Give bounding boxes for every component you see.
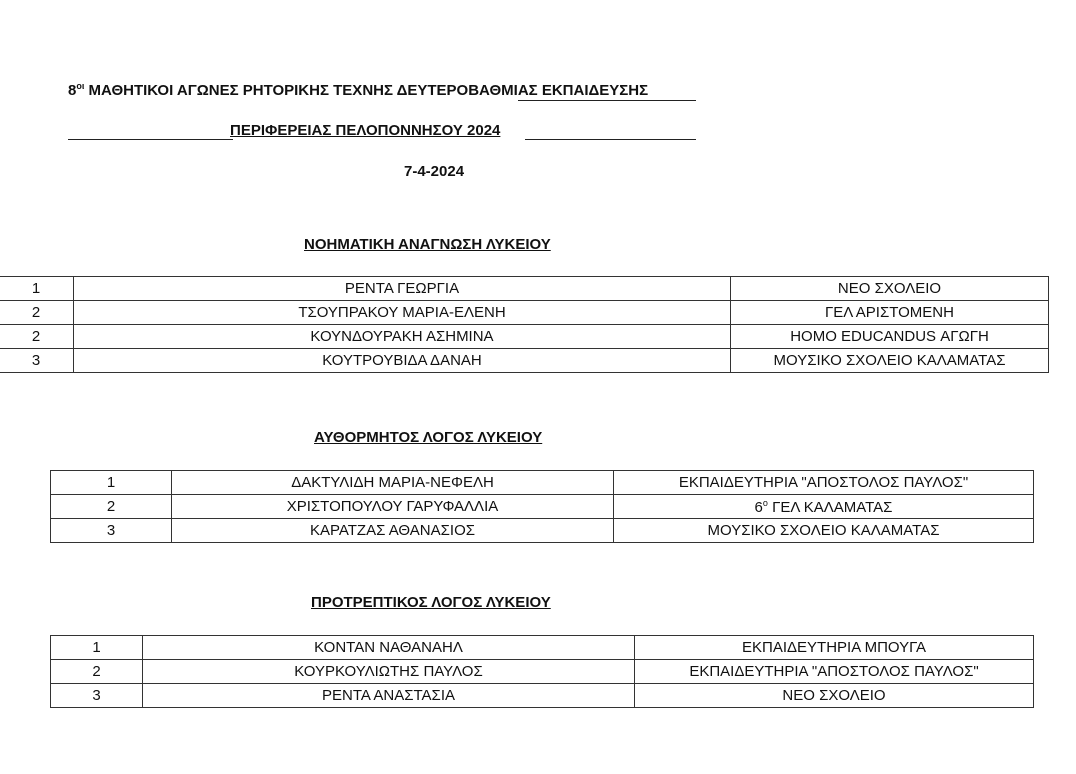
title-underline-rule (518, 100, 696, 101)
title-text: ΜΑΘΗΤΙΚΟΙ ΑΓΩΝΕΣ ΡΗΤΟΡΙΚΗΣ ΤΕΧΝΗΣ ΔΕΥΤΕΡΟΒΑΘΜΙΑΣ ΕΚΠΑΙΔΕΥΣΗΣ (88, 82, 649, 99)
table-row (51, 471, 1034, 495)
table-row (51, 636, 1034, 660)
table-row (0, 325, 1049, 349)
region-underline-left (68, 139, 233, 140)
rank-cell: 2 (51, 660, 143, 684)
table-row (51, 684, 1034, 708)
school-ordinal-suffix: ο (762, 497, 768, 508)
table-row (0, 349, 1049, 373)
rank-cell: 1 (51, 636, 143, 660)
school-name: ΓΕΛ ΚΑΛΑΜΑΤΑΣ (772, 498, 893, 516)
region-title: ΠΕΡΙΦΕΡΕΙΑΣ ΠΕΛΟΠΟΝΝΗΣΟΥ 2024 (230, 122, 501, 139)
student-name-cell: ΡΕΝΤΑ ΑΝΑΣΤΑΣΙΑ (143, 684, 635, 708)
region-underline-right (525, 139, 696, 140)
section-title: ΝΟΗΜΑΤΙΚΗ ΑΝΑΓΝΩΣΗ ΛΥΚΕΙΟΥ (304, 236, 551, 253)
school-cell: ΓΕΛ ΑΡΙΣΤΟΜΕΝΗ (731, 301, 1049, 325)
rank-cell: 3 (0, 349, 74, 373)
section-title: ΑΥΘΟΡΜΗΤΟΣ ΛΟΓΟΣ ΛΥΚΕΙΟΥ (314, 429, 543, 446)
student-name-cell: ΚΟΥΡΚΟΥΛΙΩΤΗΣ ΠΑΥΛΟΣ (143, 660, 635, 684)
student-name-cell: ΚΟΥΝΔΟΥΡΑΚΗ ΑΣΗΜΙΝΑ (74, 325, 731, 349)
school-cell: ΜΟΥΣΙΚΟ ΣΧΟΛΕΙΟ ΚΑΛΑΜΑΤΑΣ (614, 519, 1034, 543)
student-name-cell: ΔΑΚΤΥΛΙΔΗ ΜΑΡΙΑ-ΝΕΦΕΛΗ (172, 471, 614, 495)
rank-cell: 1 (0, 277, 74, 301)
section-title: ΠΡΟΤΡΕΠΤΙΚΟΣ ΛΟΓΟΣ ΛΥΚΕΙΟΥ (311, 594, 551, 611)
rank-cell: 3 (51, 684, 143, 708)
rank-cell: 1 (51, 471, 172, 495)
student-name-cell: ΧΡΙΣΤΟΠΟΥΛΟΥ ΓΑΡΥΦΑΛΛΙΑ (172, 495, 614, 519)
school-cell: ΕΚΠΑΙΔΕΥΤΗΡΙΑ "ΑΠΟΣΤΟΛΟΣ ΠΑΥΛΟΣ" (635, 660, 1034, 684)
results-table-noimatiki-anagnosi (0, 276, 1049, 373)
table-row (51, 660, 1034, 684)
rank-cell: 2 (0, 325, 74, 349)
results-table-protreptikos-logos (50, 635, 1034, 708)
student-name-cell: ΚΟΥΤΡΟΥΒΙΔΑ ΔΑΝΑΗ (74, 349, 731, 373)
school-ordinal: 6 (754, 498, 763, 516)
school-cell: ΝΕΟ ΣΧΟΛΕΙΟ (635, 684, 1034, 708)
school-cell: ΕΚΠΑΙΔΕΥΤΗΡΙΑ ΜΠΟΥΓΑ (635, 636, 1034, 660)
student-name-cell: ΤΣΟΥΠΡΑΚΟΥ ΜΑΡΙΑ-ΕΛΕΝΗ (74, 301, 731, 325)
school-cell: ΝΕΟ ΣΧΟΛΕΙΟ (731, 277, 1049, 301)
student-name-cell: ΚΟΝΤΑΝ ΝΑΘΑΝΑΗΛ (143, 636, 635, 660)
table-row (51, 519, 1034, 543)
school-cell (614, 495, 1034, 519)
table-row (51, 495, 1034, 519)
table-row (0, 277, 1049, 301)
rank-cell: 2 (51, 495, 172, 519)
student-name-cell: ΚΑΡΑΤΖΑΣ ΑΘΑΝΑΣΙΟΣ (172, 519, 614, 543)
title-ordinal: 8 (68, 82, 77, 99)
rank-cell: 3 (51, 519, 172, 543)
table-row (0, 301, 1049, 325)
student-name-cell: ΡΕΝΤΑ ΓΕΩΡΓΙΑ (74, 277, 731, 301)
document-title (68, 81, 648, 99)
school-cell: ΜΟΥΣΙΚΟ ΣΧΟΛΕΙΟ ΚΑΛΑΜΑΤΑΣ (731, 349, 1049, 373)
rank-cell: 2 (0, 301, 74, 325)
school-cell: HOMO EDUCANDUS ΑΓΩΓΗ (731, 325, 1049, 349)
school-cell: ΕΚΠΑΙΔΕΥΤΗΡΙΑ "ΑΠΟΣΤΟΛΟΣ ΠΑΥΛΟΣ" (614, 471, 1034, 495)
results-table-avthormitos-logos (50, 470, 1034, 543)
title-ordinal-suffix: οι (76, 81, 85, 91)
event-date: 7-4-2024 (404, 163, 465, 180)
